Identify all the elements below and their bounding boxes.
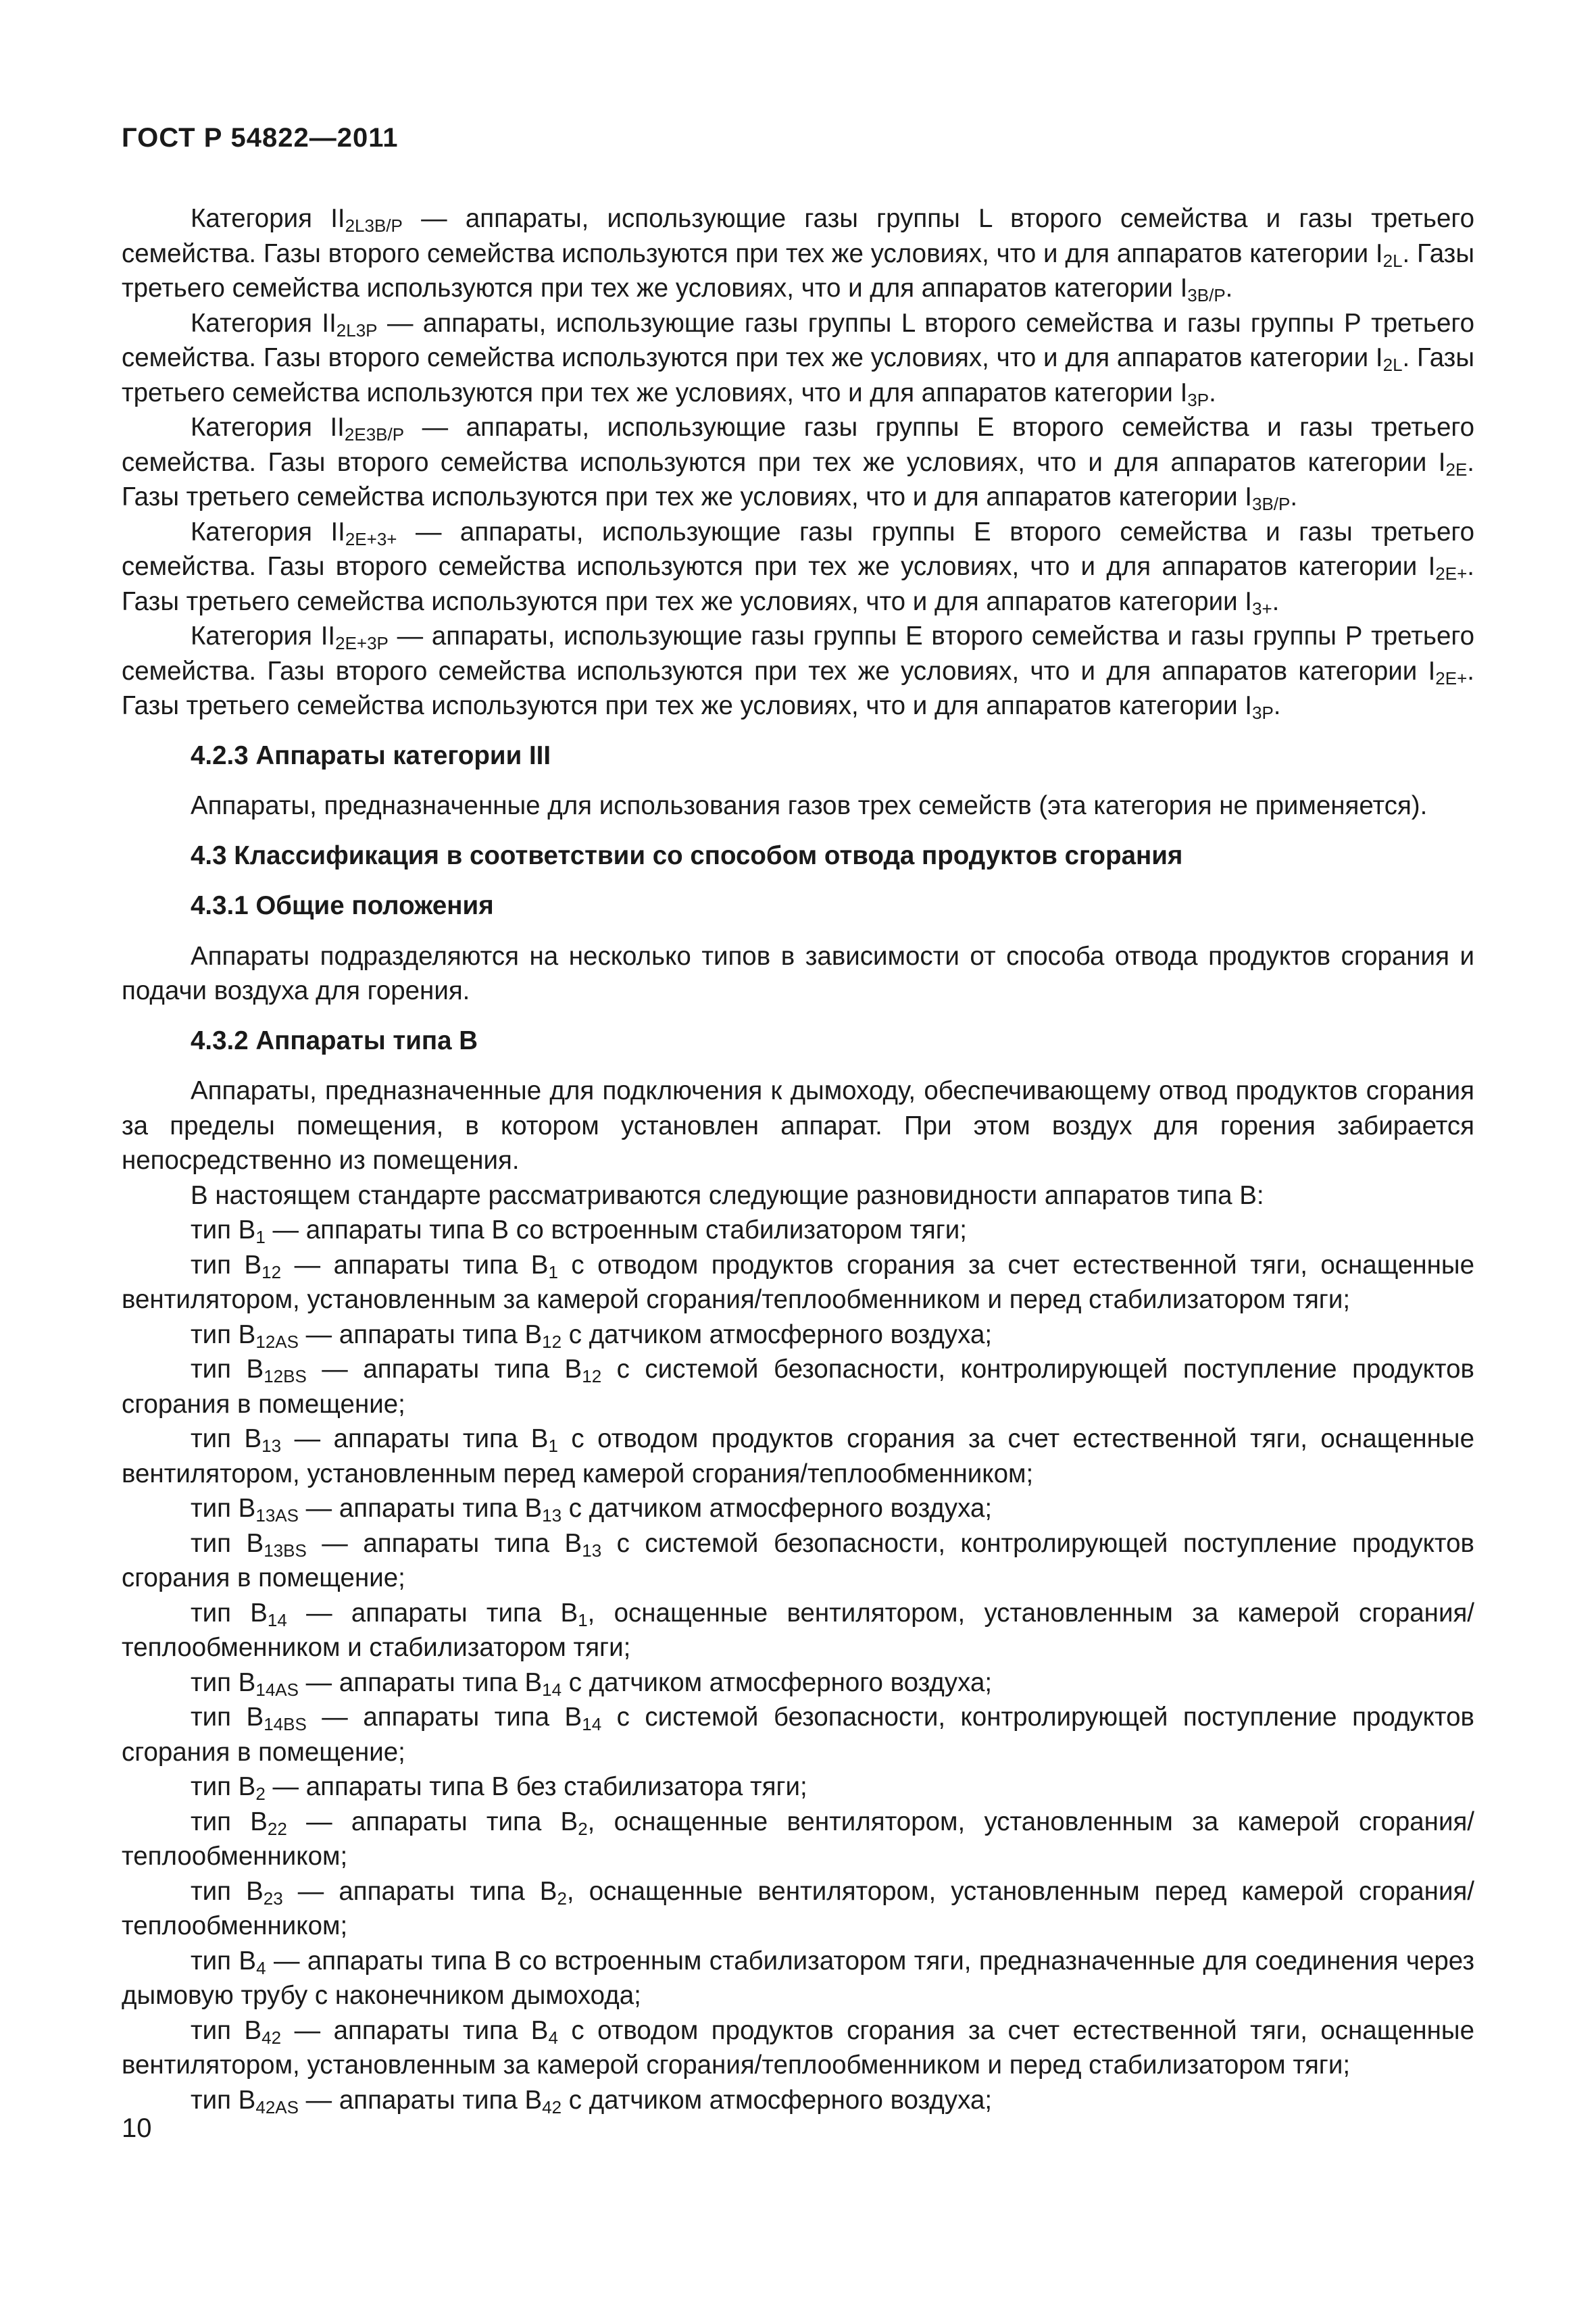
subscript: 3B/P	[1251, 494, 1291, 514]
subscript: 3+	[1251, 598, 1272, 619]
subscript: 2E	[1445, 459, 1468, 480]
paragraph	[122, 410, 1474, 515]
paragraph	[122, 619, 1474, 724]
paragraph	[122, 1491, 1474, 1526]
text-run: , оснащенные вентилятором, установленным за камерой сгорания/теплообменником;	[122, 1807, 1474, 1871]
page-number: 10	[122, 2113, 152, 2143]
text-run: — аппараты типа В	[282, 1876, 557, 1906]
text-run: тип В	[191, 1528, 264, 1558]
text-run: Категория II	[191, 413, 345, 442]
subscript: 13	[261, 1436, 282, 1456]
subscript: 2L	[1382, 355, 1403, 375]
text-run: — аппараты типа В со встроенным стабилизатором тяги, предназначенные для соединения через дымовую трубу с наконечником дымохода;	[122, 1946, 1474, 2010]
subscript: 14	[542, 1679, 562, 1700]
subscript: 1	[548, 1261, 558, 1282]
text-run: — аппараты, использующие газы группы Е второго семейства и газы группы Р третьего семейства. Газы второго семейства используются при тех же условиях, что и для аппаратов категории I	[122, 622, 1474, 686]
paragraph	[122, 1248, 1474, 1317]
text-run: 4.2.3 Аппараты категории III	[191, 740, 551, 770]
paragraph	[122, 1700, 1474, 1769]
text-run: — аппараты, использующие газы группы L второго семейства и газы третьего семейства. Газы второго семейства используются при тех же условиях, что и для аппаратов категории I	[122, 204, 1474, 268]
text-run: Категория II	[191, 204, 345, 233]
text-run: — аппараты типа В	[306, 1355, 582, 1384]
document-body	[122, 201, 1474, 2117]
paragraph	[122, 1213, 1474, 1248]
text-run: с датчиком атмосферного воздуха;	[562, 1319, 993, 1349]
subscript: 42	[542, 2096, 562, 2117]
subscript: 23	[263, 1888, 283, 1909]
text-run: тип В	[191, 1319, 256, 1349]
paragraph	[122, 1944, 1474, 2013]
text-run: с датчиком атмосферного воздуха;	[562, 1494, 993, 1523]
paragraph	[122, 515, 1474, 620]
subscript: 13	[582, 1540, 602, 1561]
text-run: — аппараты типа В	[298, 1494, 543, 1523]
text-run: тип В	[191, 2085, 256, 2115]
section-heading	[122, 888, 1474, 924]
text-run: .	[1272, 586, 1280, 616]
subscript: 4	[548, 2027, 558, 2048]
section-heading	[122, 738, 1474, 774]
subscript: 14BS	[264, 1714, 307, 1734]
text-run: с системой безопасности, контролирующей поступление продуктов сгорания в помещение;	[122, 1703, 1474, 1767]
subscript: 14	[267, 1609, 287, 1630]
text-run: тип В	[191, 1598, 268, 1628]
paragraph	[122, 1526, 1474, 1596]
text-run: — аппараты типа В	[286, 1807, 578, 1836]
paragraph	[122, 1074, 1474, 1178]
text-run: — аппараты типа В	[298, 2085, 543, 2115]
subscript: 2E+3+	[345, 528, 397, 549]
text-run: тип В	[191, 2015, 262, 2045]
paragraph	[122, 1317, 1474, 1353]
text-run: — аппараты типа В без стабилизатора тяги;	[265, 1772, 807, 1801]
text-run: . Газы третьего семейства используются при тех же условиях, что и для аппаратов категории I	[122, 238, 1474, 303]
subscript: 3P	[1251, 703, 1274, 723]
subscript: 2L3B/P	[345, 216, 403, 236]
text-run: с отводом продуктов сгорания за счет естественной тяги, оснащенные вентилятором, установленным перед камерой сгорания/теплообменником;	[122, 1424, 1474, 1488]
subscript: 13	[542, 1505, 562, 1526]
paragraph	[122, 306, 1474, 411]
subscript: 1	[578, 1609, 588, 1630]
text-run: с датчиком атмосферного воздуха;	[562, 2085, 993, 2115]
subscript: 3B/P	[1187, 285, 1226, 305]
subscript: 12	[542, 1331, 562, 1352]
text-run: тип В	[191, 1215, 256, 1244]
text-run: — аппараты типа В	[286, 1598, 578, 1628]
text-run: .	[1209, 378, 1216, 407]
text-run: , оснащенные вентилятором, установленным за камерой сгорания/теплообменником и стабилизатором тяги;	[122, 1598, 1474, 1662]
paragraph	[122, 2013, 1474, 2083]
subscript: 13BS	[264, 1540, 307, 1561]
text-run: .	[1290, 482, 1298, 511]
subscript: 12BS	[264, 1366, 307, 1386]
subscript: 1	[548, 1436, 558, 1456]
text-run: . Газы третьего семейства используются при тех же условиях, что и для аппаратов категории I	[122, 343, 1474, 407]
subscript: 1	[255, 1227, 266, 1247]
paragraph	[122, 1422, 1474, 1491]
paragraph	[122, 939, 1474, 1009]
document-header: ГОСТ Р 54822—2011	[122, 123, 399, 153]
text-run: — аппараты типа В	[281, 1424, 549, 1453]
subscript: 42AS	[255, 2096, 299, 2117]
paragraph	[122, 1805, 1474, 1874]
subscript: 13AS	[255, 1505, 299, 1526]
paragraph	[122, 1596, 1474, 1665]
subscript: 2E+	[1435, 563, 1468, 584]
text-run: — аппараты типа В со встроенным стабилизатором тяги;	[265, 1215, 967, 1244]
text-run: тип В	[191, 1250, 262, 1280]
text-run: 4.3.2 Аппараты типа В	[191, 1026, 478, 1055]
text-run: — аппараты типа В	[281, 2015, 549, 2045]
text-run: 4.3 Классификация в соответствии со способом отвода продуктов сгорания	[191, 840, 1183, 870]
subscript: 22	[267, 1818, 287, 1839]
text-run: тип В	[191, 1494, 256, 1523]
subscript: 12	[582, 1366, 602, 1386]
text-run: 4.3.1 Общие положения	[191, 891, 494, 920]
paragraph	[122, 1178, 1474, 1213]
text-run: Аппараты, предназначенные для использования газов трех семейств (эта категория не применяется).	[191, 791, 1428, 820]
text-run: — аппараты, использующие газы группы Е второго семейства и газы третьего семейства. Газы второго семейства используются при тех же условиях, что и для аппаратов категории I	[122, 413, 1474, 477]
text-run: — аппараты, использующие газы группы Е второго семейства и газы третьего семейства. Газы второго семейства используются при тех же условиях, что и для аппаратов категории I	[122, 517, 1474, 581]
section-heading	[122, 838, 1474, 874]
text-run: — аппараты типа В	[298, 1319, 543, 1349]
subscript: 4	[256, 1957, 266, 1978]
text-run: тип В	[191, 1667, 256, 1697]
subscript: 12AS	[255, 1331, 299, 1352]
text-run: тип В	[191, 1355, 264, 1384]
subscript: 2	[578, 1818, 588, 1839]
subscript: 2L3P	[336, 320, 378, 341]
paragraph	[122, 1665, 1474, 1701]
text-run: Аппараты подразделяются на несколько типов в зависимости от способа отвода продуктов сгорания и подачи воздуха для горения.	[122, 941, 1474, 1005]
subscript: 2	[557, 1888, 567, 1909]
text-run: тип В	[191, 1703, 264, 1732]
text-run: с датчиком атмосферного воздуха;	[562, 1667, 993, 1697]
subscript: 12	[261, 1261, 282, 1282]
text-run: . Газы третьего семейства используются при тех же условиях, что и для аппаратов категории I	[122, 656, 1474, 720]
paragraph	[122, 788, 1474, 824]
section-heading	[122, 1024, 1474, 1059]
text-run: Категория II	[191, 517, 345, 547]
text-run: Категория II	[191, 308, 336, 338]
subscript: 2E3B/P	[344, 424, 405, 445]
paragraph	[122, 1874, 1474, 1944]
text-run: — аппараты типа В	[298, 1667, 543, 1697]
text-run: .	[1225, 274, 1233, 303]
text-run: Категория II	[191, 622, 336, 651]
text-run: — аппараты, использующие газы группы L второго семейства и газы группы Р третьего семейства. Газы второго семейства используются при тех же условиях, что и для аппаратов категории I	[122, 308, 1474, 372]
subscript: 2L	[1382, 250, 1403, 271]
subscript: 2E+	[1435, 668, 1468, 688]
text-run: тип В	[191, 1807, 268, 1836]
text-run: тип В	[191, 1424, 262, 1453]
subscript: 2	[255, 1784, 266, 1804]
text-run: . Газы третьего семейства используются при тех же условиях, что и для аппаратов категории I	[122, 447, 1474, 511]
paragraph	[122, 1769, 1474, 1805]
text-run: тип В	[191, 1946, 257, 1976]
text-run: В настоящем стандарте рассматриваются следующие разновидности аппаратов типа В:	[191, 1180, 1264, 1210]
subscript: 14AS	[255, 1679, 299, 1700]
paragraph	[122, 1352, 1474, 1422]
paragraph	[122, 201, 1474, 306]
text-run: — аппараты типа В	[306, 1703, 582, 1732]
text-run: с системой безопасности, контролирующей поступление продуктов сгорания в помещение;	[122, 1528, 1474, 1592]
text-run: тип В	[191, 1772, 256, 1801]
text-run: с системой безопасности, контролирующей поступление продуктов сгорания в помещение;	[122, 1355, 1474, 1419]
text-run: . Газы третьего семейства используются при тех же условиях, что и для аппаратов категории I	[122, 552, 1474, 616]
paragraph	[122, 2083, 1474, 2118]
text-run: Аппараты, предназначенные для подключения к дымоходу, обеспечивающему отвод продуктов сгорания за пределы помещения, в котором установлен аппарат. При этом воздух для горения забирается непосредственно из помещения.	[122, 1076, 1474, 1175]
subscript: 42	[261, 2027, 282, 2048]
text-run: .	[1273, 691, 1281, 720]
subscript: 3P	[1187, 389, 1210, 410]
text-run: , оснащенные вентилятором, установленным перед камерой сгорания/теплообменником;	[122, 1876, 1474, 1940]
text-run: тип В	[191, 1876, 264, 1906]
text-run: с отводом продуктов сгорания за счет естественной тяги, оснащенные вентилятором, установленным за камерой сгорания/теплообменником и перед стабилизатором тяги;	[122, 2015, 1474, 2080]
text-run: — аппараты типа В	[281, 1250, 549, 1280]
subscript: 2E+3P	[335, 633, 389, 653]
subscript: 14	[582, 1714, 602, 1734]
text-run: — аппараты типа В	[306, 1528, 582, 1558]
text-run: с отводом продуктов сгорания за счет естественной тяги, оснащенные вентилятором, установленным за камерой сгорания/теплообменником и перед стабилизатором тяги;	[122, 1250, 1474, 1314]
